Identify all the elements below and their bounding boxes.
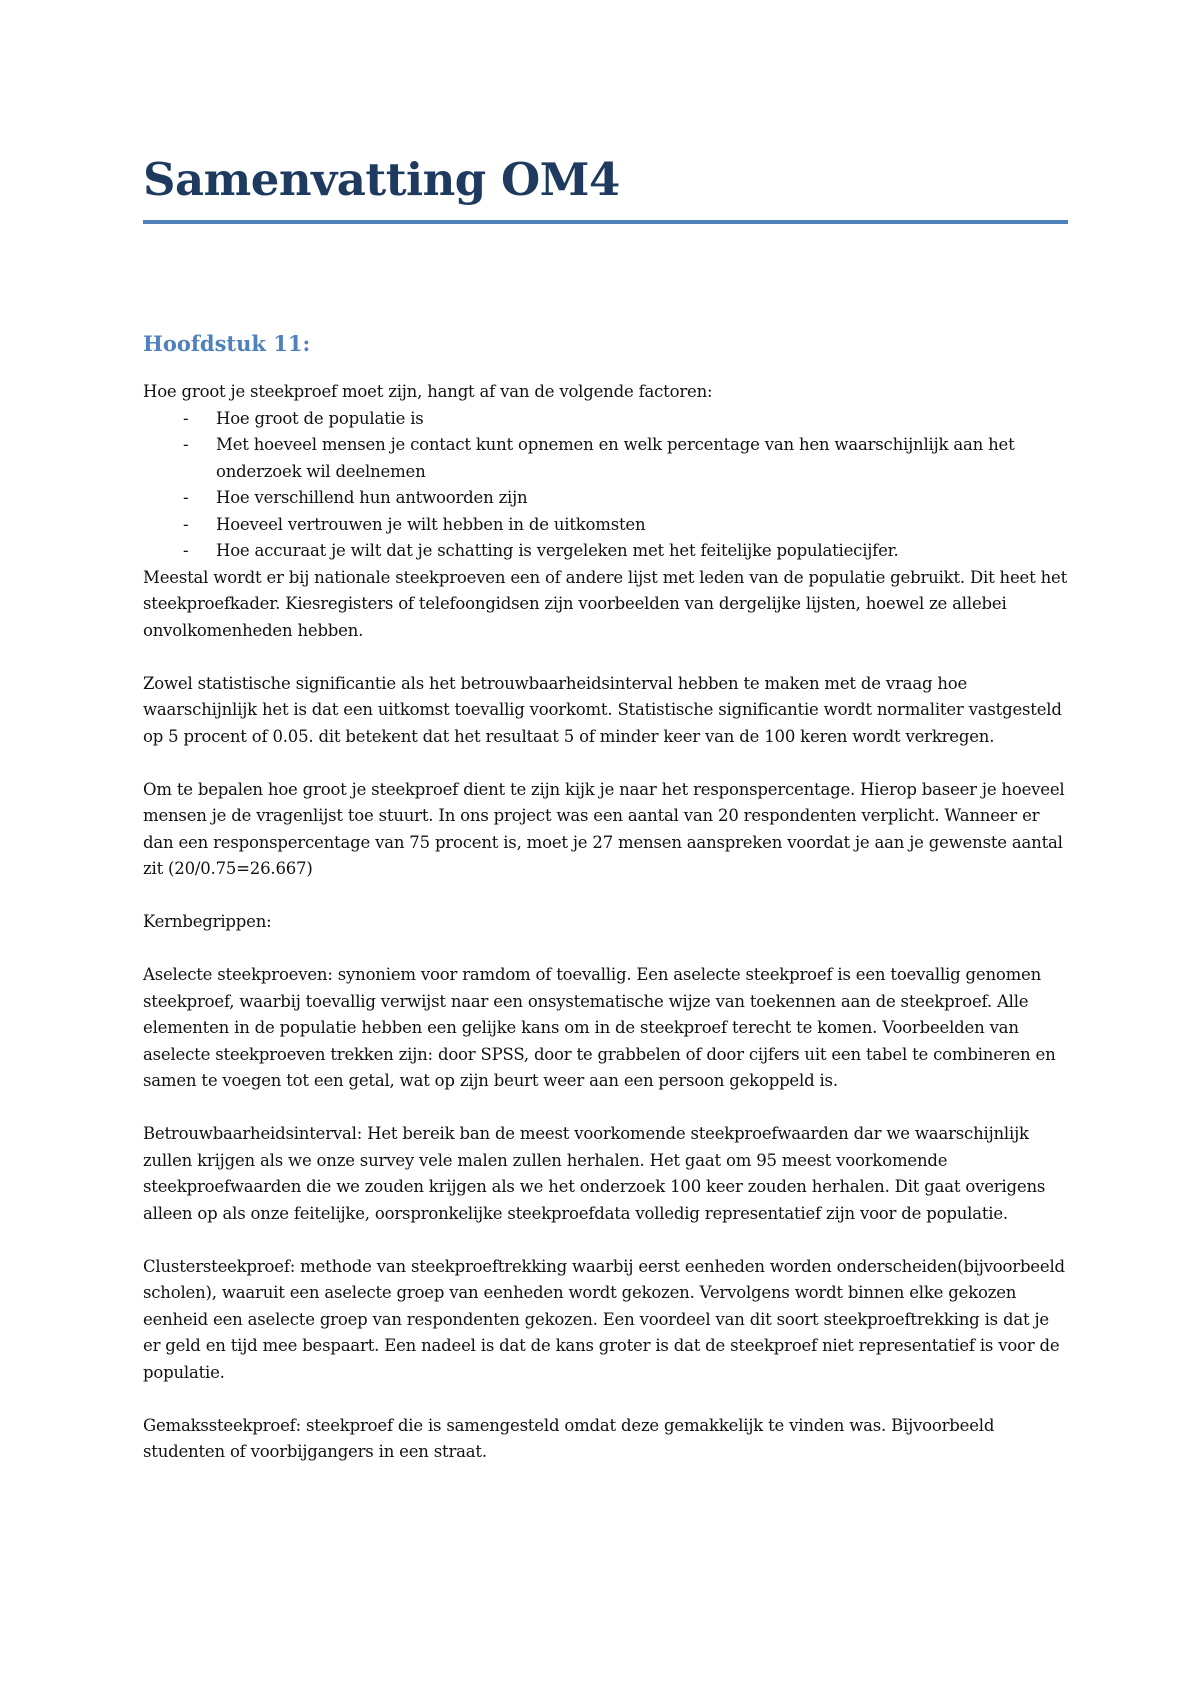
paragraph-significantie: Zowel statistische significantie als het betrouwbaarheidsinterval hebben te maken met de vraag hoe waarschijnlijk het is dat een uitkomst toevallig voorkomt. Statistische significantie wordt normaliter vastgesteld op 5 procent of 0.05. dit betekent dat het resultaat 5 of minder keer van de 100 keren wordt verkregen.: [143, 673, 1062, 746]
factors-list: [143, 406, 1068, 565]
document-title: Samenvatting OM4: [143, 153, 620, 206]
paragraph-gemakssteekproef: Gemakssteekproef: steekproef die is samengesteld omdat deze gemakkelijk te vinden was. Bijvoorbeeld studenten of voorbijgangers in een straat.: [143, 1415, 995, 1461]
paragraph-steekproefkader: Meestal wordt er bij nationale steekproeven een of andere lijst met leden van de populatie gebruikt. Dit heet het steekproefkader. Kiesregisters of telefoongidsen zijn voorbeelden van dergelijke lijsten, hoewel ze allebei onvolkomenheden hebben.: [143, 567, 1068, 640]
list-item: - Hoe groot de populatie is: [143, 406, 1068, 433]
list-item: - Met hoeveel mensen je contact kunt opnemen en welk percentage van hen waarschijnlijk aan het onderzoek wil deelnemen: [143, 432, 1068, 485]
kernbegrippen-heading: Kernbegrippen:: [143, 912, 272, 931]
list-item: - Hoeveel vertrouwen je wilt hebben in de uitkomsten: [143, 512, 1068, 539]
list-item: - Hoe verschillend hun antwoorden zijn: [143, 485, 1068, 512]
chapter-heading: Hoofdstuk 11:: [143, 331, 311, 356]
paragraph-aselecte-steekproeven: Aselecte steekproeven: synoniem voor ramdom of toevallig. Een aselecte steekproef is een toevallig genomen steekproef, waarbij toevallig verwijst naar een onsystematische wijze van toekennen aan de steekproef. Alle elementen in de populatie hebben een gelijke kans om in de steekproef terecht te komen. Voorbeelden van aselecte steekproeven trekken zijn: door SPSS, door te grabbelen of door cijfers uit een tabel te combineren en samen te voegen tot een getal, wat op zijn beurt weer aan een persoon gekoppeld is.: [143, 965, 1056, 1090]
paragraph-clustersteekproef: Clustersteekproef: methode van steekproeftrekking waarbij eerst eenheden worden onderscheiden(bijvoorbeeld scholen), waaruit een aselecte groep van eenheden wordt gekozen. Vervolgens wordt binnen elke gekozen eenheid een aselecte groep van respondenten gekozen. Een voordeel van dit soort steekproeftrekking is dat je er geld en tijd mee bespaart. Een nadeel is dat de kans groter is dat de steekproef niet representatief is voor de populatie.: [143, 1256, 1065, 1382]
paragraph-betrouwbaarheidsinterval: Betrouwbaarheidsinterval: Het bereik ban de meest voorkomende steekproefwaarden dar we waarschijnlijk zullen krijgen als we onze survey vele malen zullen herhalen. Het gaat om 95 meest voorkomende steekproefwaarden die we zouden krijgen als we het onderzoek 100 keer zouden herhalen. Dit gaat overigens alleen op als onze feitelijke, oorspronkelijke steekproefdata volledig representatief zijn voor de populatie.: [143, 1124, 1046, 1223]
paragraph-responspercentage: Om te bepalen hoe groot je steekproef dient te zijn kijk je naar het responspercentage. Hierop baseer je hoeveel mensen je de vragenlijst toe stuurt. In ons project was een aantal van 20 respondenten verplicht. Wanneer er dan een responspercentage van 75 procent is, moet je 27 mensen aanspreken voordat je aan je gewenste aantal zit (20/0.75=26.667): [143, 779, 1065, 878]
document-page: [143, 150, 1068, 1466]
title-underline: [143, 220, 1068, 224]
list-item: - Hoe accuraat je wilt dat je schatting is vergeleken met het feitelijke populatiecijfer.: [143, 538, 1068, 565]
intro-paragraph: Hoe groot je steekproef moet zijn, hangt af van de volgende factoren:: [143, 382, 713, 401]
